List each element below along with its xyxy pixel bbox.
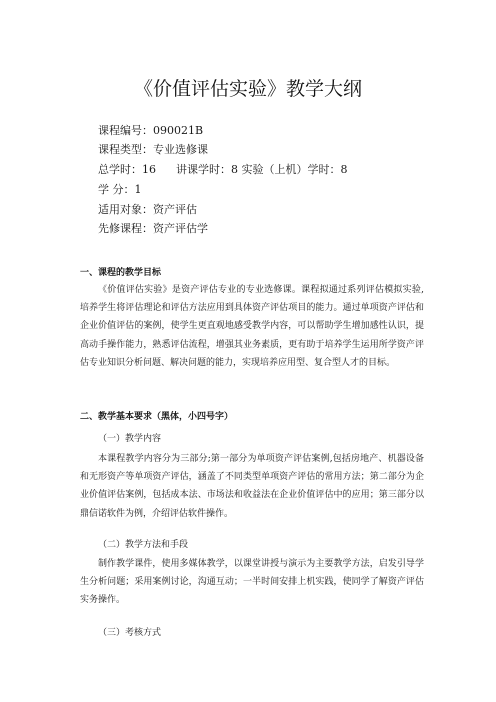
paragraph-methods: 制作教学课件，使用多媒体教学，以课堂讲授与演示为主要教学方法，启发引导学生分析问题；采用案例讨论，沟通互动；一半时间安排上机实践，使同学了解资产评估实务操作。	[80, 559, 424, 606]
meta-key: 课程编号：	[98, 124, 153, 137]
meta-value: 资产评估学	[153, 222, 208, 235]
meta-course-type	[98, 143, 208, 156]
meta-total-hours	[98, 163, 348, 176]
subheading-content: （一）教学内容	[98, 434, 162, 444]
meta-credits	[98, 183, 142, 196]
subheading-assessment: （三）考核方式	[98, 628, 162, 638]
meta-value: 16	[142, 163, 156, 176]
meta-audience	[98, 203, 197, 216]
paragraph-content: 本课程教学内容分为三部分;第一部分为单项资产评估案例,包括房地产、机器设备和无形资产等单项资产评估，涵盖了不同类型单项资产评估的常用方法；第二部分为企业价值评估案例，包括成本法、市场法和收益法在企业价值评估中的应用；第三部分以鼎信诺软件为例，介绍评估软件操作。	[80, 454, 424, 519]
meta-key: 总学时：	[98, 163, 142, 176]
meta-value: 1	[134, 183, 142, 196]
subheading-methods: （二）教学方法和手段	[98, 540, 189, 550]
paragraph-objectives: 《价值评估实验》是资产评估专业的专业选修课。课程拟通过系列评估模拟实验,培养学生将评估理论和评估方法应用到具体资产评估项目的能力。通过单项资产评估和企业价值评估的案例，使学生更直观地感受教学内容，可以帮助学生增加感性认识，提高动手操作能力，熟悉评估流程，增强其业务素质，更有助于培养学生运用所学资产评估专业知识分析问题、解决问题的能力，实现培养应用型、复合型人才的目标。	[80, 285, 424, 368]
meta-extra: 讲课学时：8 实验（上机）学时：8	[176, 163, 348, 176]
document-title: 《价值评估实验》教学大纲	[133, 78, 362, 100]
meta-value: 资产评估	[153, 203, 197, 216]
meta-value: 专业选修课	[153, 143, 208, 156]
meta-prerequisite	[98, 222, 208, 235]
meta-key: 适用对象：	[98, 203, 153, 216]
meta-course-code	[98, 124, 203, 137]
meta-value: 090021B	[153, 124, 204, 137]
meta-key: 课程类型：	[98, 143, 153, 156]
section-heading-requirements: 二、教学基本要求（黑体，小四号字）	[80, 412, 234, 422]
meta-key: 先修课程：	[98, 222, 153, 235]
meta-key: 学 分：	[98, 183, 135, 196]
section-heading-objectives: 一、课程的教学目标	[80, 268, 162, 278]
